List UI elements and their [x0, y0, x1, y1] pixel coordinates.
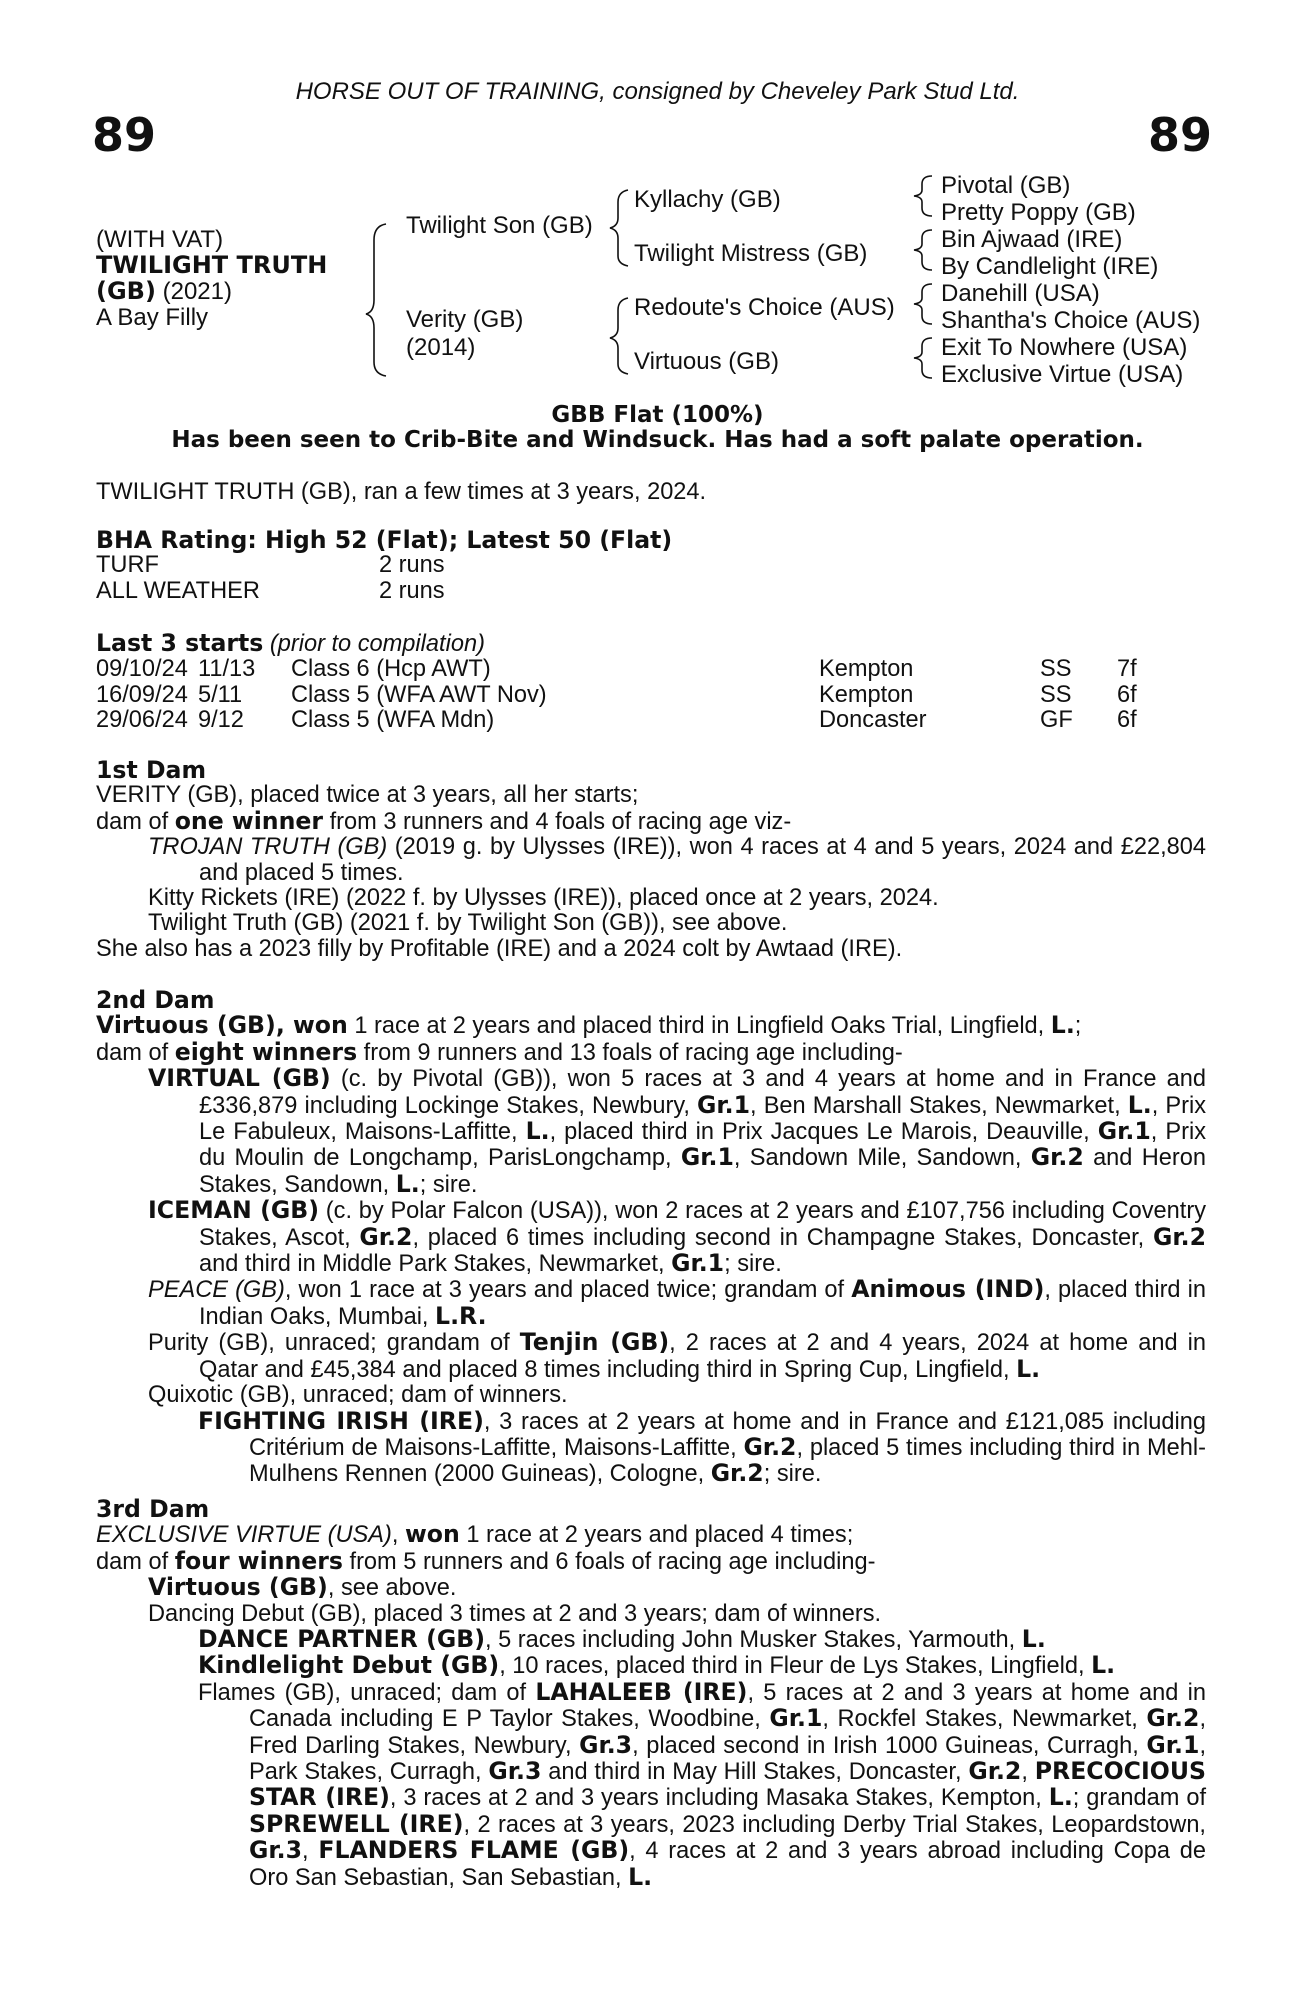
horse-name: FLANDERS FLAME (GB) [318, 1836, 630, 1865]
text: Flames (GB), unraced; dam of [198, 1679, 536, 1706]
dam-dam: Virtuous (GB) [634, 348, 779, 375]
gbb-note: GBB Flat (100%) [551, 402, 764, 428]
third-dam-intro [96, 1522, 1206, 1548]
grade: L. [628, 1862, 653, 1891]
table-row [96, 579, 445, 604]
grade: L. [1016, 1354, 1041, 1383]
lot-number-right: 89 [1148, 108, 1213, 162]
produce-purity [96, 1330, 1206, 1383]
horse-name: Kindlelight Debut (GB) [198, 1651, 500, 1680]
starts-table [96, 657, 1137, 733]
text: , Park Stakes, Curragh, [249, 1732, 1206, 1786]
first-dam-also: She also has a 2023 filly by Profitable (IRE) and a 2024 colt by Awtaad (IRE). [96, 935, 903, 962]
grade: Gr.1 [769, 1704, 823, 1733]
grade: Gr.2 [968, 1757, 1022, 1786]
grade: Gr.1 [671, 1249, 725, 1278]
second-dam-produce-summary [96, 1037, 1206, 1066]
grade: L. [1050, 1011, 1075, 1040]
horse-name: LAHALEEB (IRE) [535, 1677, 748, 1706]
grade: L. [525, 1117, 550, 1146]
winner-count: four winners [174, 1546, 343, 1575]
horse-name: Virtuous (GB) [148, 1573, 328, 1602]
text: ; sire. [724, 1251, 782, 1278]
horse-name: Virtuous (GB) [96, 1011, 276, 1040]
horse-name: DANCE PARTNER (GB) [198, 1625, 485, 1654]
lot-number-left: 89 [92, 108, 157, 162]
summary: TWILIGHT TRUTH (GB), ran a few times at 3 years, 2024. [96, 479, 707, 505]
text: from 3 runners and 4 foals of racing age viz- [323, 808, 792, 835]
grade: L. [1048, 1783, 1073, 1812]
start-course: Kempton [819, 656, 914, 683]
second-dam-intro [96, 1013, 1206, 1039]
produce-peace [96, 1277, 1206, 1330]
horse-name: VIRTUAL (GB) [148, 1064, 331, 1093]
first-dam-produce-summary [96, 806, 1206, 835]
grade: Gr.2 [710, 1459, 764, 1488]
start-dist: 7f [1117, 656, 1137, 683]
text: , placed 6 times including second in Champagne Stakes, Doncaster, [412, 1224, 1153, 1251]
produce-quixotic: Quixotic (GB), unraced; dam of winners. [148, 1382, 568, 1409]
text: , 3 races at 2 and 3 years including Masaka Stakes, Kempton, [389, 1785, 1049, 1812]
sire-dam: Twilight Mistress (GB) [634, 240, 868, 267]
produce-kitty-rickets: Kitty Rickets (IRE) (2022 f. by Ulysses (IRE)), placed once at 2 years, 2024. [148, 885, 939, 912]
grade: L.R. [435, 1301, 487, 1330]
text: , 5 races at 2 and 3 years at home and in Canada including E P Taylor Stakes, Woodbine, [249, 1679, 1206, 1733]
text: dam of [96, 808, 175, 835]
starts-heading [96, 631, 1206, 657]
start-pos: 11/13 [198, 656, 256, 683]
text: ; sire. [763, 1461, 822, 1488]
ggp-4: By Candlelight (IRE) [941, 253, 1159, 280]
dam: Verity (GB) [406, 306, 524, 333]
text: ; [1074, 1013, 1082, 1040]
text: and third in May Hill Stakes, Doncaster, [541, 1759, 969, 1786]
text: won [293, 1011, 348, 1040]
starts-section [96, 631, 1206, 734]
text: (c. by Polar Falcon (USA)), won 2 races at 2 years and £107,756 including Coventry Stakes, Ascot, [199, 1198, 1206, 1251]
start-dist: 6f [1117, 707, 1137, 734]
second-dam-section [96, 988, 1206, 1488]
third-dam-produce-summary [96, 1546, 1206, 1575]
third-dam-section [96, 1497, 1206, 1891]
grade: Gr.1 [1146, 1730, 1200, 1759]
produce-dancing-debut: Dancing Debut (GB), placed 3 times at 2 and 3 years; dam of winners. [148, 1600, 882, 1627]
table-row [96, 683, 1137, 708]
text: and third in Middle Park Stakes, Newmarket, [199, 1251, 672, 1278]
text: , [391, 1522, 405, 1549]
grade: Gr.3 [249, 1836, 303, 1865]
text: ; sire. [419, 1171, 478, 1198]
text: dam of [96, 1548, 175, 1575]
produce-dance-partner [96, 1627, 1206, 1653]
text: , Fred Darling Stakes, Newbury, [249, 1706, 1206, 1759]
runs: 2 runs [379, 552, 445, 579]
text: 1 race at 2 years and placed third in Lingfield Oaks Trial, Lingfield, [347, 1013, 1051, 1040]
grade: Gr.2 [1152, 1222, 1206, 1251]
text: , Rockfel Stakes, Newmarket, [822, 1706, 1147, 1733]
grade: L. [1091, 1651, 1116, 1680]
produce-fighting-irish [96, 1406, 1207, 1488]
first-dam-section [96, 758, 1206, 962]
horse-name: TROJAN TRUTH (GB) [148, 834, 388, 861]
text: , see above. [327, 1575, 457, 1602]
start-date: 29/06/24 [96, 707, 188, 734]
text: , Sandown Mile, Sandown, [733, 1145, 1031, 1172]
grade: Gr.1 [697, 1090, 751, 1119]
table-row [96, 553, 445, 578]
produce-kindlelight-debut [96, 1653, 1206, 1679]
text: , 2 races at 3 years, 2023 including Derby Trial Stakes, Leopardstown, [463, 1811, 1206, 1838]
text: , placed 5 times including third in Mehl-Mulhens Rennen (2000 Guineas), Cologne, [249, 1434, 1206, 1488]
grade: Gr.2 [743, 1432, 797, 1461]
surface: TURF [96, 552, 159, 579]
ggp-1: Pivotal (GB) [941, 172, 1071, 199]
winner-count: one winner [174, 806, 324, 835]
third-dam-heading: 3rd Dam [96, 1495, 210, 1523]
start-date: 16/09/24 [96, 681, 188, 708]
ggp-3: Bin Ajwaad (IRE) [941, 226, 1123, 253]
ggp-6: Shantha's Choice (AUS) [941, 307, 1201, 334]
ggp-7: Exit To Nowhere (USA) [941, 334, 1188, 361]
text: and Heron Stakes, Sandown, [199, 1145, 1206, 1198]
text: , 3 races at 2 years at home and in France and £121,085 including Critérium de Maisons-Laffitte, Maisons-Laffitte, [249, 1408, 1207, 1461]
horse-name: ICEMAN (GB) [148, 1196, 320, 1225]
horse-name: TWILIGHT TRUTH [96, 251, 328, 279]
start-race: Class 5 (WFA Mdn) [291, 707, 495, 734]
text: 1 race at 2 years and placed 4 times; [459, 1522, 854, 1549]
text: ; grandam of [1072, 1785, 1207, 1812]
horse-country: (GB) [96, 277, 156, 305]
text: , Prix Le Fabuleux, Maisons-Laffitte, [199, 1092, 1207, 1146]
start-course: Kempton [819, 681, 914, 708]
table-row [96, 657, 1137, 682]
horse-name: FIGHTING IRISH (IRE) [198, 1406, 484, 1435]
text: from 9 runners and 13 foals of racing age including- [357, 1039, 903, 1066]
horse-name: PRECOCIOUS STAR (IRE) [249, 1757, 1206, 1812]
start-dist: 6f [1117, 681, 1137, 708]
start-going: SS [1040, 656, 1072, 683]
produce-twilight-truth: Twilight Truth (GB) (2021 f. by Twilight Son (GB)), see above. [148, 910, 788, 937]
produce-virtual [96, 1066, 1206, 1198]
grade: L. [395, 1169, 420, 1198]
grade: Gr.3 [488, 1757, 542, 1786]
grade: Gr.3 [579, 1730, 633, 1759]
vices-note: Has been seen to Crib-Bite and Windsuck. Has had a soft palate operation. [171, 427, 1144, 453]
text: won [405, 1520, 460, 1549]
horse-year: (2021) [162, 278, 232, 305]
horse-vat: (WITH VAT) [96, 226, 224, 253]
runs-table [96, 553, 445, 604]
horse-name: Animous (IND) [851, 1275, 1045, 1304]
text: , 10 races, placed third in Fleur de Lys Stakes, Lingfield, [499, 1653, 1092, 1680]
text: , 4 races at 2 and 3 years abroad including Copa de Oro San Sebastian, San Sebastian, [249, 1838, 1206, 1891]
runs: 2 runs [379, 577, 445, 604]
text: , [1021, 1759, 1035, 1786]
text: , 2 races at 2 and 4 years, 2024 at home and in Qatar and £45,384 and placed 8 times including third in Spring Cup, Lingfield, [199, 1330, 1207, 1383]
table-row [96, 708, 1137, 733]
text: (2019 g. by Ulysses (IRE)), won 4 races at 4 and 5 years, 2024 and £22,804 and placed 5 times. [199, 834, 1206, 886]
produce-iceman [96, 1198, 1206, 1277]
start-race: Class 5 (WFA AWT Nov) [291, 681, 547, 708]
horse-description: A Bay Filly [96, 304, 209, 331]
winner-count: eight winners [174, 1037, 358, 1066]
produce-virtuous [96, 1575, 1206, 1601]
start-going: SS [1040, 681, 1072, 708]
text: , placed third in Indian Oaks, Mumbai, [199, 1277, 1206, 1330]
horse-name: PEACE (GB) [148, 1277, 285, 1304]
start-race: Class 6 (Hcp AWT) [291, 656, 491, 683]
produce-flames [96, 1677, 1207, 1891]
text: dam of [96, 1039, 175, 1066]
text: Purity (GB), unraced; grandam of [148, 1330, 520, 1357]
sire-sire: Kyllachy (GB) [634, 186, 781, 213]
text: , Prix du Moulin de Longchamp, ParisLongchamp, [199, 1119, 1206, 1172]
dam-sire: Redoute's Choice (AUS) [634, 294, 895, 321]
text: , won 1 race at 3 years and placed twice; grandam of [284, 1277, 852, 1304]
ggp-2: Pretty Poppy (GB) [941, 199, 1136, 226]
start-going: GF [1040, 707, 1073, 734]
text: , [302, 1838, 319, 1865]
second-dam-heading: 2nd Dam [96, 986, 215, 1014]
horse-name: SPREWELL (IRE) [249, 1809, 464, 1838]
grade: L. [1021, 1625, 1046, 1654]
grade: Gr.2 [1030, 1143, 1084, 1172]
page-header: HORSE OUT OF TRAINING, consigned by Cheveley Park Stud Ltd. [295, 78, 1020, 105]
grade: Gr.2 [1146, 1704, 1200, 1733]
start-date: 09/10/24 [96, 656, 188, 683]
text: , 5 races including John Musker Stakes, Yarmouth, [484, 1627, 1022, 1654]
first-dam-heading: 1st Dam [96, 756, 207, 784]
start-pos: 5/11 [198, 681, 243, 708]
start-pos: 9/12 [198, 707, 244, 734]
horse-name: Tenjin (GB) [519, 1328, 670, 1357]
ggp-5: Danehill (USA) [941, 280, 1100, 307]
text: (c. by Pivotal (GB)), won 5 races at 3 and 4 years at home and in France and £336,879 including Lockinge Stakes, Newbury, [199, 1066, 1206, 1119]
text: , [275, 1011, 294, 1040]
first-dam-intro: VERITY (GB), placed twice at 3 years, all her starts; [96, 782, 639, 809]
grade: L. [1127, 1090, 1152, 1119]
rating-section [96, 528, 1206, 604]
text: , Ben Marshall Stakes, Newmarket, [750, 1092, 1128, 1119]
grade: Gr.2 [359, 1222, 413, 1251]
text: , placed second in Irish 1000 Guineas, Curragh, [632, 1732, 1147, 1759]
starts-subtitle: (prior to compilation) [269, 631, 485, 657]
starts-title: Last 3 starts [96, 629, 264, 657]
start-course: Doncaster [819, 707, 927, 734]
text: from 5 runners and 6 foals of racing age including- [342, 1548, 876, 1575]
horse-name: EXCLUSIVE VIRTUE (USA) [96, 1522, 392, 1549]
dam-year: (2014) [406, 334, 476, 361]
grade: Gr.1 [680, 1143, 734, 1172]
rating-title: BHA Rating: High 52 (Flat); Latest 50 (Flat) [96, 526, 673, 554]
produce-trojan-truth [96, 835, 1206, 886]
ggp-8: Exclusive Virtue (USA) [941, 361, 1184, 388]
grade: Gr.1 [1097, 1117, 1151, 1146]
sire: Twilight Son (GB) [406, 212, 593, 239]
text: , placed third in Prix Jacques Le Marois, Deauville, [549, 1119, 1098, 1146]
surface: ALL WEATHER [96, 577, 260, 604]
